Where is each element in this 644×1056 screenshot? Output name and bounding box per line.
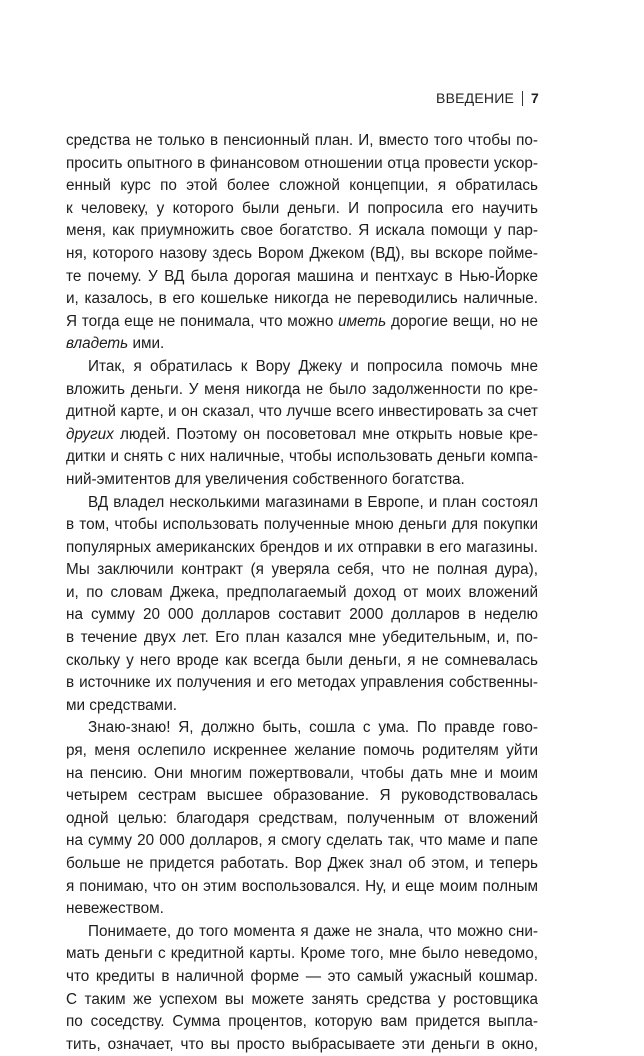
text-line — [66, 514, 538, 537]
text-segment: на пенсию. Они многим пожертвовали, чтобы дать мне и моим — [66, 764, 538, 782]
text-segment: мать деньги с кредитной карты. Кроме того, мне было неведомо, — [66, 945, 538, 963]
text-segment: Я тогда еще не понимала, что можно — [66, 312, 339, 330]
text-line — [66, 604, 538, 627]
text-segment: на сумму 20 000 долларов, я смогу сделать так, что маме и папе — [66, 832, 538, 850]
text-segment: дитной карте, и он сказал, что лучше всего инвестировать за счет — [66, 403, 538, 421]
text-line — [66, 830, 538, 853]
text-segment: людей. Поэтому он посоветовал мне открыть новые кре- — [113, 425, 538, 443]
text-segment: популярных американских брендов и их отправки в его магазины. — [66, 538, 538, 556]
text-line — [66, 175, 538, 198]
text-line — [66, 243, 538, 266]
text-segment: дитки и снять с них наличные, чтобы использовать деньги компа- — [66, 448, 538, 466]
text-line — [66, 266, 538, 289]
text-segment: ми средствами. — [66, 696, 177, 714]
emphasized-text: иметь — [338, 312, 387, 330]
text-line — [66, 808, 538, 831]
text-segment: по соседству. Сумма процентов, которую вам придется выпла- — [66, 1013, 538, 1031]
text-line — [66, 921, 538, 944]
text-line — [66, 446, 538, 469]
header-divider — [522, 91, 523, 106]
text-line — [66, 763, 538, 786]
text-segment: я понимаю, что он этим воспользовался. Ну, и еще моим полным — [66, 877, 538, 895]
text-segment: скольку у него вроде как всегда были деньги, я не сомневалась — [66, 651, 538, 669]
text-line — [66, 401, 538, 424]
text-line — [66, 695, 538, 718]
text-segment: С таким же успехом вы можете занять средства у ростовщика — [66, 990, 538, 1008]
text-line — [66, 492, 538, 515]
text-line — [66, 627, 538, 650]
text-line — [66, 1011, 538, 1034]
text-segment: ими. — [128, 335, 165, 353]
text-line — [66, 898, 538, 921]
text-segment: одной целью: благодаря средствам, полученным от вложений — [66, 809, 538, 827]
text-segment: ня, которого назову здесь Вором Джеком (ВД), вы вскоре пойме- — [66, 244, 538, 262]
text-segment: дорогие вещи, но не — [386, 312, 538, 330]
text-line — [66, 740, 538, 763]
text-line — [66, 469, 538, 492]
text-line — [66, 1034, 538, 1056]
text-segment: ря, меня ослепило искреннее желание помочь родителям уйти — [66, 742, 538, 760]
text-segment: просить опытного в финансовом отношении отца провести ускор- — [66, 154, 538, 172]
text-segment: Понимаете, до того момента я даже не знала, что можно сни- — [88, 922, 538, 940]
page-number: 7 — [531, 90, 539, 106]
text-line — [66, 424, 538, 447]
emphasized-text: владеть — [66, 335, 129, 353]
section-title: ВВЕДЕНИЕ — [436, 90, 514, 106]
text-segment: тить, означает, что вы просто выбрасываете эти деньги в окно, — [66, 1035, 538, 1053]
text-line — [66, 672, 538, 695]
text-segment: невежеством. — [66, 900, 164, 918]
text-line — [66, 333, 538, 356]
text-segment: что кредиты в наличной форме — это самый ужасный кошмар. — [66, 967, 538, 985]
text-segment: в источнике их получения и его методах управления собственны- — [66, 674, 538, 692]
text-segment: в течение двух лет. Его план казался мне убедительным, и, по- — [66, 629, 538, 647]
text-segment: и, по словам Джека, предполагаемый доход от моих вложений — [66, 583, 538, 601]
text-segment: Знаю-знаю! Я, должно быть, сошла с ума. По правде гово- — [88, 719, 538, 737]
emphasized-text: других — [66, 425, 114, 443]
text-line — [66, 379, 538, 402]
text-line — [66, 311, 538, 334]
text-segment: в том, чтобы использовать полученные мною деньги для покупки — [66, 516, 538, 534]
text-segment: средства не только в пенсионный план. И, вместо того чтобы по- — [66, 132, 538, 149]
text-segment: вложить деньги. У меня никогда не было задолженности по кре- — [66, 380, 538, 398]
text-line — [66, 198, 538, 221]
text-segment: ний-эмитентов для увеличения собственного богатства. — [66, 470, 465, 488]
text-line — [66, 153, 538, 176]
text-line — [66, 966, 538, 989]
text-line — [66, 356, 538, 379]
text-line — [66, 537, 538, 560]
text-line — [66, 943, 538, 966]
text-segment: к человеку, у которого были деньги. И попросила его научить — [66, 199, 538, 217]
text-line — [66, 130, 538, 153]
text-line — [66, 717, 538, 740]
text-segment: ВД владел несколькими магазинами в Европе, и план состоял — [88, 493, 538, 511]
text-line — [66, 785, 538, 808]
text-line — [66, 559, 538, 582]
text-line — [66, 582, 538, 605]
text-segment: и, казалось, в его кошельке никогда не переводились наличные. — [66, 290, 538, 308]
text-line — [66, 853, 538, 876]
text-segment: Итак, я обратилась к Вору Джеку и попросила помочь мне — [88, 357, 538, 375]
text-segment: те почему. У ВД была дорогая машина и пентхаус в Нью-Йорке — [66, 267, 538, 285]
text-segment: больше не придется работать. Вор Джек знал об этом, и теперь — [66, 855, 538, 872]
text-line — [66, 876, 538, 899]
text-segment: меня, как приумножить свое богатство. Я искала помощи у пар- — [66, 222, 538, 240]
text-segment: на сумму 20 000 долларов составит 2000 долларов в неделю — [66, 606, 538, 624]
text-line — [66, 288, 538, 311]
text-segment: Мы заключили контракт (я уверяла себя, что не полная дура), — [66, 561, 538, 579]
text-line — [66, 220, 538, 243]
body-text — [66, 130, 538, 1056]
text-segment: енный курс по этой более сложной концепции, я обратилась — [66, 177, 538, 195]
running-head — [436, 90, 539, 106]
text-line — [66, 650, 538, 673]
text-segment: четырем сестрам высшее образование. Я руководствовалась — [66, 787, 538, 805]
